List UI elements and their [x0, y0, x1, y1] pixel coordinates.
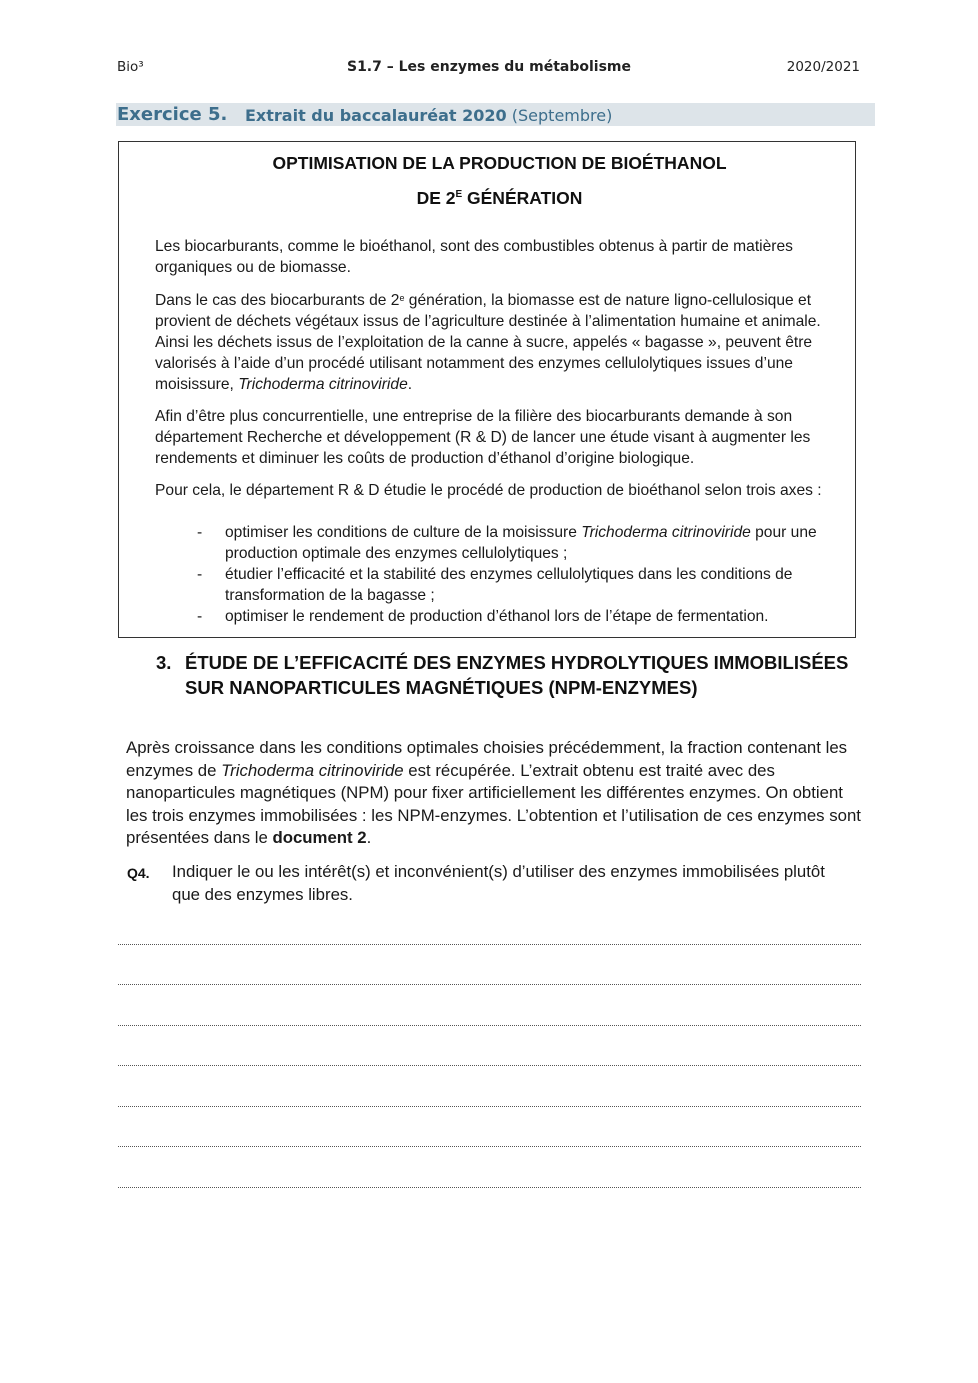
answer-line[interactable] [118, 944, 861, 945]
header-title: S1.7 – Les enzymes du métabolisme [346, 59, 632, 75]
box-title-line2-suffix: GÉNÉRATION [462, 188, 583, 208]
header-year: 2020/2021 [786, 59, 860, 75]
section-3-intro [126, 737, 861, 850]
bullet-dash: - [197, 608, 203, 625]
bullet-dash: - [197, 566, 203, 583]
answer-line[interactable] [118, 1146, 861, 1147]
section-3-number: 3. [156, 652, 172, 673]
answer-line[interactable] [118, 984, 861, 985]
box-paragraph-2-sup: e [399, 293, 405, 303]
bullet-1-b: pour une production optimale des enzymes cellulolytiques ; [225, 524, 817, 562]
list-item [193, 564, 843, 606]
intro-end: . [366, 828, 372, 847]
box-paragraph-4: Pour cela, le département R & D étudie le procédé de production de bioéthanol selon trois axes : [155, 482, 822, 499]
bullet-2: étudier l’efficacité et la stabilité des enzymes cellulolytiques dans les conditions de transformation de la bagasse ; [225, 566, 793, 604]
intro-a: Après croissance dans les conditions optimales choisies précédemment, la fraction contenant les enzymes de [126, 738, 848, 780]
section-3-title: ÉTUDE DE L’EFFICACITÉ DES ENZYMES HYDROLYTIQUES IMMOBILISÉES SUR NANOPARTICULES MAGNÉTIQUES (NPM-ENZYMES) [185, 652, 849, 698]
box-title-line2 [118, 188, 881, 209]
bullet-1-species: Trichoderma citrinoviride [581, 524, 751, 541]
box-paragraph-2 [155, 290, 845, 395]
answer-line[interactable] [118, 1187, 861, 1188]
box-paragraph-2-a: Dans le cas des biocarburants de 2 [155, 292, 400, 309]
answer-line[interactable] [118, 1065, 861, 1066]
exercise-title-session: (Septembre) [511, 106, 613, 125]
box-paragraph-2-species: Trichoderma citrinoviride [238, 376, 408, 393]
exercise-title-main: Extrait du baccalauréat 2020 [245, 106, 507, 125]
question-label: Q4. [127, 865, 150, 881]
exercise-title [245, 106, 612, 125]
box-title-line2-sup: E [455, 189, 463, 200]
list-item [193, 606, 843, 627]
intro-species: Trichoderma citrinoviride [221, 760, 404, 780]
box-paragraph-1: Les biocarburants, comme le bioéthanol, sont des combustibles obtenus à partir de matières organiques ou de biomasse. [155, 238, 793, 276]
axes-list [193, 522, 843, 627]
bullet-1-a: optimiser les conditions de culture de la moisissure [225, 524, 582, 541]
box-title-line1: OPTIMISATION DE LA PRODUCTION DE BIOÉTHANOL [272, 153, 727, 173]
question-text: Indiquer le ou les intérêt(s) et inconvénient(s) d’utiliser des enzymes immobilisées plutôt que des enzymes libres. [172, 862, 825, 904]
header-left: Bio³ [117, 59, 144, 75]
answer-line[interactable] [118, 1025, 861, 1026]
intro-b: est récupérée. L’extrait obtenu est traité avec des nanoparticules magnétiques (NPM) pour fixer artificiellement les différentes enzymes. On obtient les trois enzymes immobilisées : les NPM-enzymes. L’obtention et l’utilisation de ces enzymes sont présentées dans le [126, 760, 861, 847]
exercise-label: Exercice 5. [117, 104, 228, 125]
section-3-heading [156, 651, 856, 700]
list-item [193, 522, 843, 564]
box-paragraph-2-end: . [407, 376, 413, 393]
box-paragraph-3: Afin d’être plus concurrentielle, une entreprise de la filière des biocarburants demande à son département Recherche et développement (R & D) de lancer une étude visant à augmenter les rendements et diminuer les coûts de production d’éthanol d’origine biologique. [155, 408, 811, 467]
intro-document-ref: document 2 [272, 828, 367, 847]
box-paragraph-2-b: génération, la biomasse est de nature ligno-cellulosique et provient de déchets végétaux issus de l’agriculture destinée à l’alimentation humaine et animale. Ainsi les déchets issus de l’exploitation de la canne à sucre, appelés « bagasse », peuvent être valorisés à l’aide d’un procédé utilisant notamment des enzymes cellulolytiques issues d’une moisissure, [155, 292, 821, 393]
answer-line[interactable] [118, 1106, 861, 1107]
bullet-dash: - [197, 524, 203, 541]
bullet-3: optimiser le rendement de production d’éthanol lors de l’étape de fermentation. [225, 608, 769, 625]
box-title-line2-prefix: DE 2 [416, 188, 456, 208]
